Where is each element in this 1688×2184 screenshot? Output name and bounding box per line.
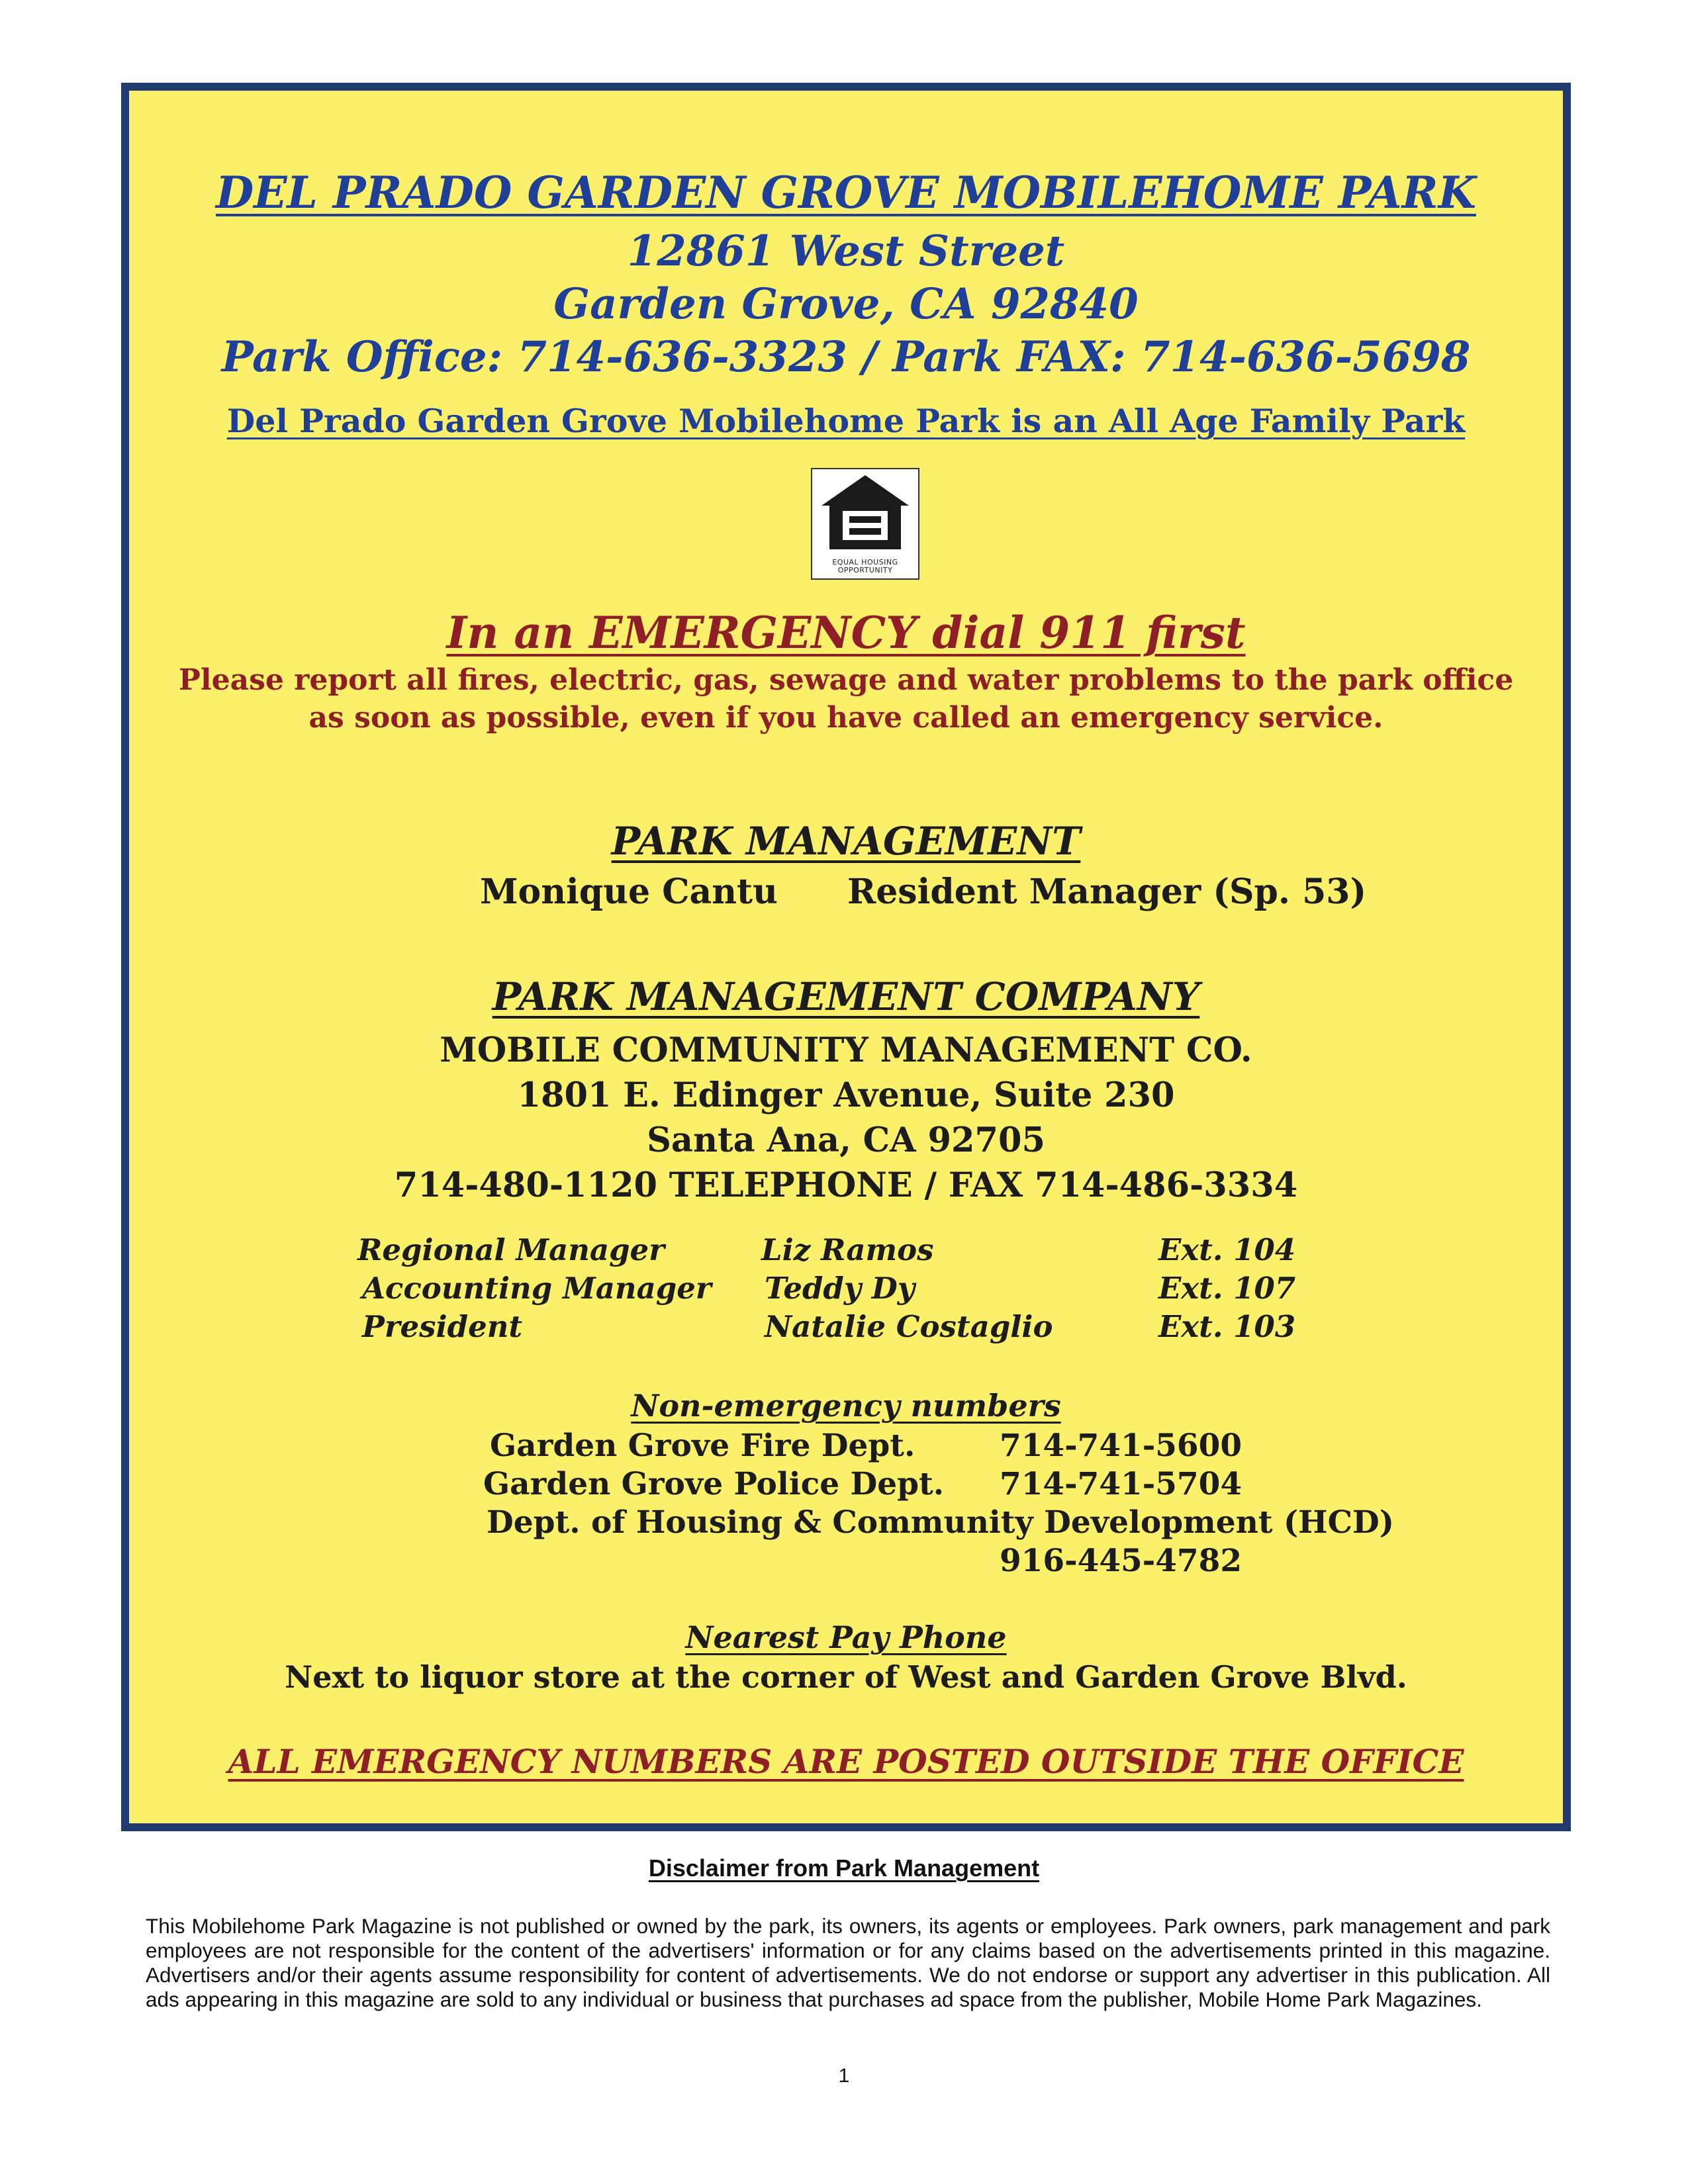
staff-ext: Ext. 107 [1158,1271,1296,1306]
park-name-heading: DEL PRADO GARDEN GROVE MOBILEHOME PARK [216,167,1476,218]
flyer-panel [121,83,1571,1831]
page-number: 1 [838,2065,850,2087]
park-management-heading: PARK MANAGEMENT [611,819,1081,864]
staff-row [129,1271,1563,1310]
police-dept-row [129,1466,1563,1506]
park-phones: Park Office: 714-636-3323 / Park FAX: 714-636-5698 [221,332,1471,382]
company-phones: 714-480-1120 TELEPHONE / FAX 714-486-3334 [394,1165,1298,1205]
police-dept-label: Garden Grove Police Dept. [483,1466,945,1502]
staff-name: Liz Ramos [761,1232,934,1267]
hcd-number-row [129,1543,1563,1582]
equal-housing-caption: EQUAL HOUSING OPPORTUNITY [832,558,898,574]
staff-name: Teddy Dy [765,1271,915,1306]
staff-name: Natalie Costaglio [765,1309,1053,1344]
park-street: 12861 West Street [627,226,1065,276]
company-name: MOBILE COMMUNITY MANAGEMENT CO. [440,1030,1252,1070]
staff-ext: Ext. 103 [1158,1309,1296,1344]
staff-row [129,1309,1563,1349]
pay-phone-heading: Nearest Pay Phone [685,1619,1007,1655]
staff-ext: Ext. 104 [1158,1232,1296,1267]
staff-title: President [362,1309,523,1344]
management-company-heading: PARK MANAGEMENT COMPANY [492,974,1200,1019]
pay-phone-location: Next to liquor store at the corner of West and Garden Grove Blvd. [285,1659,1407,1695]
manager-role: Resident Manager (Sp. 53) [847,872,1367,912]
hcd-label: Dept. of Housing & Community Development (HCD) [487,1504,1394,1541]
equal-housing-logo [811,468,919,580]
disclaimer-title: Disclaimer from Park Management [648,1854,1040,1882]
police-dept-number: 714-741-5704 [1000,1466,1243,1502]
hcd-row [129,1504,1563,1544]
family-park-note: Del Prado Garden Grove Mobilehome Park is an All Age Family Park [226,402,1466,440]
staff-row [129,1232,1563,1272]
staff-title: Regional Manager [357,1232,665,1267]
emergency-line-1: Please report all fires, electric, gas, sewage and water problems to the park office [178,663,1514,697]
non-emergency-heading: Non-emergency numbers [631,1388,1061,1424]
resident-manager-row [129,872,1563,911]
fire-dept-number: 714-741-5600 [1000,1428,1243,1464]
emergency-line-2: as soon as possible, even if you have called an emergency service. [308,701,1383,735]
company-address: 1801 E. Edinger Avenue, Suite 230 [517,1075,1175,1115]
emergency-numbers-notice: ALL EMERGENCY NUMBERS ARE POSTED OUTSIDE THE OFFICE [228,1742,1464,1781]
emergency-headline: In an EMERGENCY dial 911 first [446,607,1246,659]
manager-name: Monique Cantu [480,872,778,912]
fire-dept-row [129,1428,1563,1467]
staff-title: Accounting Manager [362,1271,712,1306]
disclaimer-body: This Mobilehome Park Magazine is not published or owned by the park, its owners, its agents or employees. Park owners, park management and park employees are not responsible for the content of the advertisers' information or for any claims based on the advertisements printed in this magazine. Advertisers and/or their agents assume responsibility for content of advertisements. We do not endorse or support any advertiser in this publication. All ads appearing in this magazine are sold to any individual or business that purchases ad space from the publisher, Mobile Home Park Magazines. [146,1914,1550,2011]
company-city: Santa Ana, CA 92705 [647,1120,1045,1160]
hcd-number: 916-445-4782 [1000,1543,1243,1579]
park-city: Garden Grove, CA 92840 [553,279,1139,329]
fire-dept-label: Garden Grove Fire Dept. [490,1428,915,1464]
